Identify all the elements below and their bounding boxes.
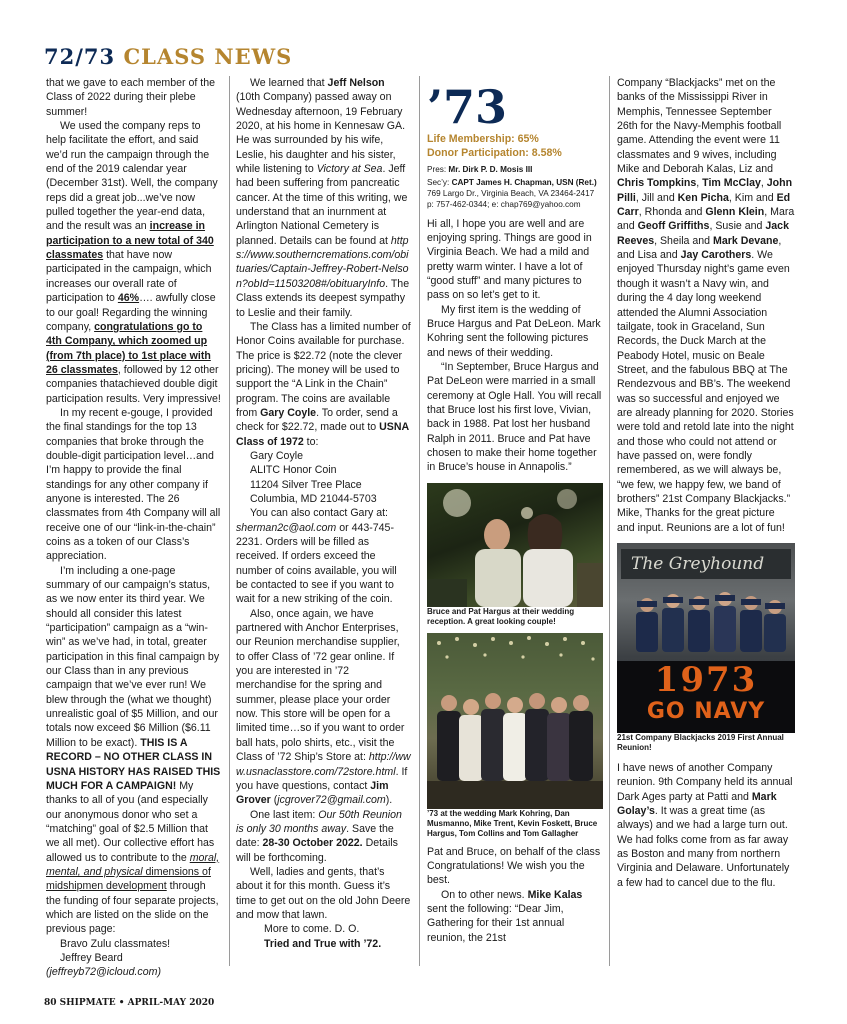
paragraph: One last item: Our 50th Reunion is only 30 months away. Save the date: 28-30 October 2022. Details will be forthcoming.	[236, 808, 402, 864]
column-divider	[609, 76, 610, 966]
life-membership-stat: Life Membership: 65%	[427, 133, 539, 145]
photo-caption: Bruce and Pat Hargus at their wedding reception. A great looking couple!	[427, 606, 575, 626]
column-divider	[419, 76, 420, 966]
paragraph: We used the company reps to help facilitate the effort, and said we’d run the campaign through the end of the 2019 calendar year (December 31st). Well, the company reps did a great job...we’ve now pulled together the year-end data, and the result was an increase in participation to a new total of 340 classmates that have now participated in the campaign, which increases our overall rate of participation to 46%…. awfully close to our goal! Regarding the winning company, congratulations go to 4th Company, which zoomed up (from 7th place) to 1st place with 26 classmates, followed by 12 other companies thatachieved double digit participation results. Very impressive!	[46, 120, 221, 405]
paragraph: My first item is the wedding of Bruce Hargus and Pat DeLeon. Mark Kohring sent the following pictures and news of their wedding.	[427, 303, 601, 359]
column-divider	[229, 76, 230, 966]
banner-slogan: GO NAVY	[646, 699, 766, 724]
page-header	[44, 44, 292, 69]
paragraph: In my recent e-gouge, I provided the final standings for the top 13 companies that broke through the double-digit participation level…and I’m happy to provide the final standings for any other company if anyone is interested. The 26 classmates from 4th Company will all receive one of our “link-in-the-chain” coins as a token of our Class’s appreciation.	[46, 406, 221, 563]
wedding-group-photo	[427, 633, 603, 809]
column-1	[46, 76, 221, 980]
wedding-couple-photo	[427, 483, 603, 607]
header-title: CLASS NEWS	[123, 44, 293, 69]
signoff-email: (jeffreyb72@icloud.com)	[46, 966, 161, 979]
column-4	[617, 76, 795, 890]
paragraph: I have news of another Company reunion. 9th Company held its annual Dark Ages party at Patti and Mark Golay’s. It was a great time (as always) and we had a large turn out. We had folks come from as far away as Boston and many from northern Virginia and Delaware. Unfortunately a few had to cancel due to the flu.	[617, 762, 793, 889]
column-3	[427, 76, 603, 945]
signoff-name: Jeffrey Beard	[60, 951, 123, 964]
class-year-heading: ’73	[427, 80, 508, 134]
paragraph: Pat and Bruce, on behalf of the class Congratulations! We wish you the best.	[427, 845, 601, 887]
photo-caption: 21st Company Blackjacks 2019 First Annual Reunion!	[617, 733, 784, 752]
wedding-group-illustration	[427, 633, 603, 809]
president-line: Pres: Mr. Dirk P. D. Mosis III	[427, 164, 533, 174]
header-years: 72/73	[44, 44, 116, 69]
address-line: Gary Coyle	[250, 449, 303, 462]
paragraph: Well, ladies and gents, that’s about it for this month. Guess it’s time to get out on the old John Deere and mow that lawn.	[236, 865, 411, 921]
paragraph: You can also contact Gary at: sherman2c@aol.com or 443-745-2231. Orders will be filled as received. If orders exceed the number of coins available, you will be contacted to see if you want to wait for a new striking of the coin.	[236, 507, 397, 606]
address-line: 11204 Silver Tree Place	[250, 478, 362, 491]
paragraph: We learned that Jeff Nelson (10th Company) passed away on Wednesday afternoon, 19 February 2020, at his home in Kennesaw GA. He was surrounded by his wife, Leslie, his daughter and his sister, while listening to Victory at Sea. Jeff had been suffering from pancreatic cancer. At the time of this writing, we understand that an inurnment at Arlington National Cemetery is planned. Details can be found at https://www.southerncremations.com/obituaries/Captain-Jeffrey-Robert-Nelson?obId=11503208#/obituaryInfo. The Class extends its deepest sympathy to Leslie and their family.	[236, 77, 410, 319]
page-footer: 80 SHIPMATE • APRIL-MAY 2020	[44, 998, 215, 1008]
address-line: ALITC Honor Coin	[250, 464, 337, 477]
signoff-line: More to come. D. O.	[264, 923, 360, 936]
class-motto: Tried and True with ’72.	[264, 937, 382, 950]
blackjacks-reunion-photo	[617, 543, 795, 733]
photo-caption: ’73 at the wedding Mark Kohring, Dan Musmanno, Mike Trent, Kevin Foskett, Bruce Hargus, Tom Collins and Tom Gallagher	[427, 808, 598, 838]
secretary-contact: p: 757-462-0344; e: chap769@yahoo.com	[427, 200, 581, 210]
column-2	[236, 76, 411, 951]
secretary-line: Sec’y: CAPT James H. Chapman, USN (Ret.)	[427, 177, 597, 187]
go-navy-banner	[617, 661, 795, 733]
secretary-address: 769 Largo Dr., Virginia Beach, VA 23464-2417	[427, 189, 595, 199]
paragraph: “In September, Bruce Hargus and Pat DeLeon were married in a small ceremony at Ogle Hall. You will recall that Bruce lost his first love, Vivian, back in 1988. Pat lost her husband Ralph in 2011. Bruce and Pat have chosen to make their home together in Bruce’s house in Annapolis.”	[427, 360, 602, 474]
paragraph: On to other news. Mike Kalas sent the following: “Dear Jim, Gathering for their 1st annual reunion, the 21st	[427, 888, 583, 944]
paragraph: The Class has a limited number of Honor Coins available for purchase. The price is $22.72 (note the clever pricing). The money will be used to support the “A Link in the Chain” program. The coins are available from Gary Coyle. To order, send a check for $22.72, made out to USNA Class of 1972 to:	[236, 320, 411, 448]
donor-participation-stat: Donor Participation: 8.58%	[427, 147, 562, 160]
paragraph: I’m including a one-page summary of our campaign’s status, as we now enter its third year. We should all consider this latest “participation” campaign as a “win-win” as we’ve had, in total, greater participation in this final campaign by our Class than in any previous campaign that we’ve ever run! We blew through the (what we thought) unrealistic goal of $5 Million, and our totals now exceed $6 Million ($6.11 Million to be exact). THIS IS A RECORD – NO OTHER CLASS IN USNA HISTORY HAS RAISED THIS MUCH FOR A CAMPAIGN! My thanks to all of you (and especially our anonymous donor who set a “matching” goal of $2.5 Million that we all met). Our collective effort has allowed us to contribute to the moral, mental, and physical dimensions of midshipmen development through the funding of four separate projects, which are listed on the slide on the previous page:	[46, 564, 221, 936]
paragraph: that we gave to each member of the Class of 2022 during their plebe summer!	[46, 77, 216, 118]
banner-year: 1973	[654, 660, 758, 700]
reunion-group-illustration	[617, 579, 795, 669]
paragraph: Hi all, I hope you are well and are enjoying spring. Things are good in Virginia Beach. We had a mild and pretty warm winter. I have a lot of “good stuff” and many pictures to pass on so let’s get to it.	[427, 217, 592, 302]
paragraph: Company “Blackjacks” met on the banks of the Mississippi River in Memphis, Tennessee September 26th for the Navy-Memphis football game. Attending the event were 11 classmates and 9 wives, including Mike and Deborah Kalas, Liz and Chris Tompkins, Tim McClay, John Pilli, Jill and Ken Picha, Kim and Ed Carr, Rhonda and Glenn Klein, Mara and Geoff Griffiths, Susie and Jack Reeves, Sheila and Mark Devane, and Lisa and Jay Carothers. We enjoyed Thursday night’s game even though it wasn’t a Navy win, and during the 4 day long weekend attended the Alumni Association tailgate, took in Graceland, Sun Records, the Duck March at the Peabody Hotel, music on Beale Street, and the fabulous BBQ at The Rendezvous and BB’s. The weekend was so successful and enjoyed we are already planning for 2020. Stories were told and retold late into the night and those who could not attend or have passed on, were fondly remembered, as we will always be, “we few, we happy few, we band of brothers” 21st Company Blackjacks.” Mike, Thanks for the great picture and input. Reunions are a lot of fun!	[617, 77, 795, 534]
signoff-line: Bravo Zulu classmates!	[60, 937, 171, 950]
greyhound-sign: The Greyhound	[621, 549, 791, 579]
address-line: Columbia, MD 21044-5703	[250, 492, 377, 505]
wedding-couple-illustration	[427, 483, 603, 607]
paragraph: Also, once again, we have partnered with Anchor Enterprises, our Reunion merchandise supplier, to offer Class of ’72 gear online. If you are interested in ’72 merchandise for the spring and summer, please place your order now. This store will be open for a limited time…so if you want to order ball hats, polo shirts, etc., visit the Class of ’72 Ship’s Store at: http://www.usnaclasstore.com/72store.html. If you have questions, contact Jim Grover (jcgrover72@gmail.com).	[236, 607, 411, 807]
